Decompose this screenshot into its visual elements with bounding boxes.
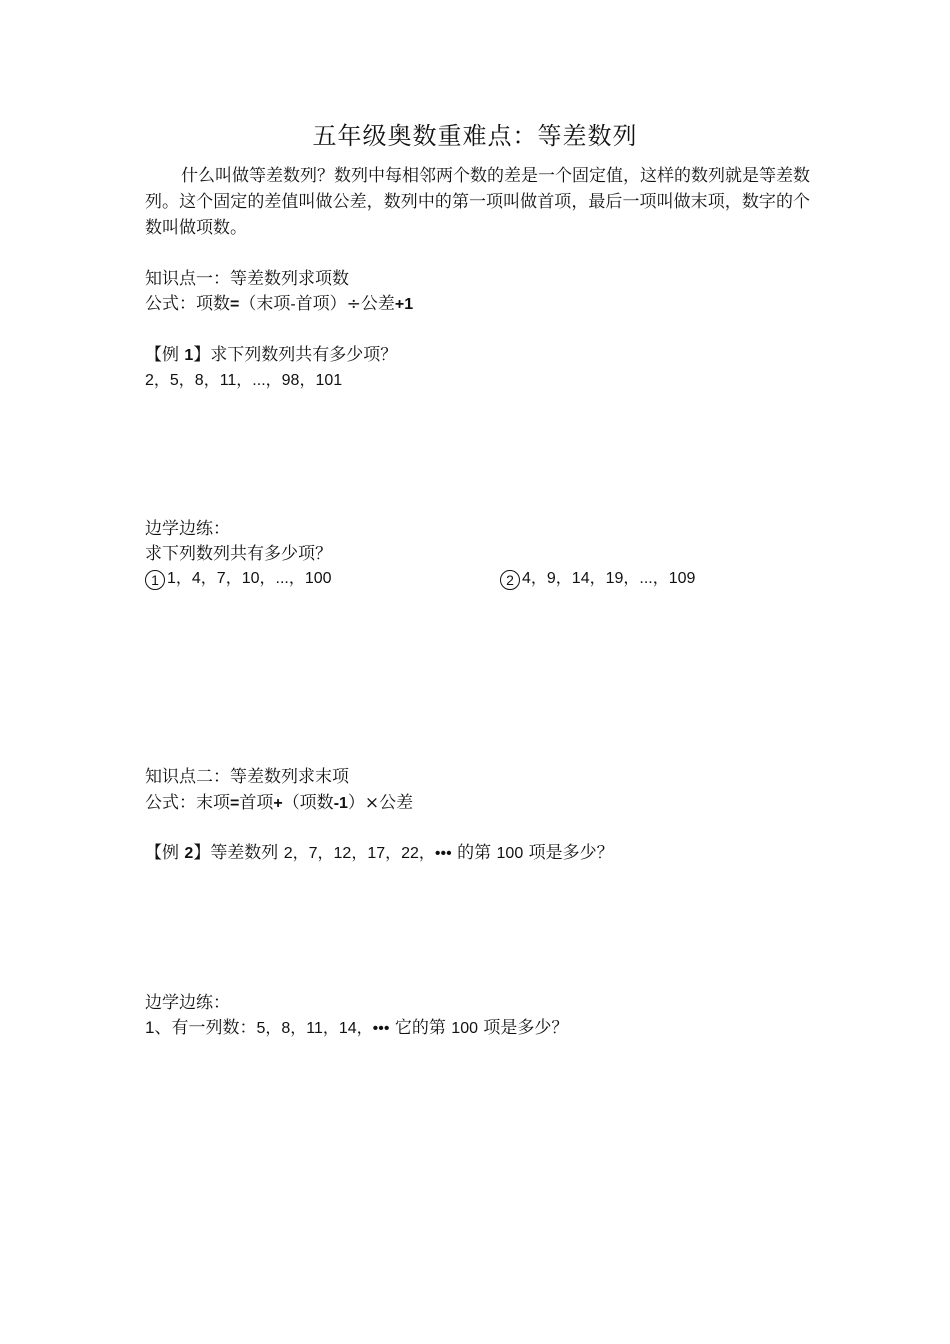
formula-plus: +: [273, 795, 283, 812]
formula-mid2: 首项）÷公差: [295, 294, 395, 314]
formula-minus: -1: [333, 795, 348, 812]
practice1-item-2-sequence: 4，9，14，19，...，109: [522, 570, 696, 587]
practice2-term-number: 100: [451, 1020, 478, 1037]
formula-prefix: 公式：末项: [145, 793, 230, 813]
example2-question: [145, 838, 614, 863]
example-text-2: 的第: [451, 843, 497, 863]
practice2-prefix: 1、有一列数：: [145, 1018, 257, 1037]
practice2-text-1: 它的第: [389, 1018, 452, 1038]
example1-sequence: 2，5，8，11，...，98，101: [145, 372, 343, 389]
practice2-text-2: 项是多少？: [478, 1018, 569, 1038]
formula-prefix: 公式：项数: [145, 294, 230, 314]
practice2-question: [145, 1013, 568, 1038]
practice2-sequence: 5，8，11，14，•••: [256, 1020, 390, 1037]
example-number: 1: [184, 347, 194, 364]
circled-number-2: 2: [500, 570, 520, 590]
example-number: 2: [184, 845, 194, 862]
section1-formula: [145, 289, 413, 314]
formula-eq: =: [230, 296, 240, 313]
section2-heading: 知识点二：等差数列求末项: [145, 767, 349, 787]
example-text-1: 等差数列: [210, 843, 284, 863]
page-title: 五年级奥数重难点：等差数列: [312, 122, 638, 150]
practice1-item-2: [500, 565, 695, 590]
formula-mid: 首项: [239, 793, 274, 813]
formula-mid2: （项数: [282, 793, 334, 813]
practice1-item-1-sequence: 1，4，7，10，...，100: [167, 570, 332, 587]
formula-dash: -: [290, 296, 296, 313]
example-close: 】: [193, 345, 211, 365]
intro-paragraph: 什么叫做等差数列？数列中每相邻两个数的差是一个固定值，这样的数列就是等差数列。这个固定的差值叫做公差，数列中的第一项叫做首项，最后一项叫做末项，数字的个数叫做项数。: [145, 166, 810, 238]
formula-mid: （末项: [239, 294, 291, 314]
example-text-3: 项是多少？: [523, 843, 614, 863]
practice1-question: 求下列数列共有多少项？: [145, 544, 332, 564]
example-open: 【例: [145, 345, 185, 365]
example-close: 】: [193, 843, 211, 863]
practice2-heading: 边学边练：: [145, 993, 230, 1013]
circled-number-1: 1: [145, 570, 165, 590]
formula-eq: =: [230, 795, 240, 812]
formula-tail: +1: [394, 296, 414, 313]
example-term-number: 100: [496, 845, 524, 862]
example-open: 【例: [145, 843, 185, 863]
example-text: 求下列数列共有多少项？: [210, 345, 398, 365]
example1-question: [145, 340, 397, 365]
formula-tail: ）×公差: [347, 793, 414, 813]
practice1-heading: 边学边练：: [145, 519, 230, 539]
section2-formula: [145, 788, 413, 813]
section1-heading: 知识点一：等差数列求项数: [145, 269, 349, 289]
practice1-item-1: [145, 565, 332, 590]
example-sequence: 2，7，12，17，22，•••: [283, 845, 452, 862]
